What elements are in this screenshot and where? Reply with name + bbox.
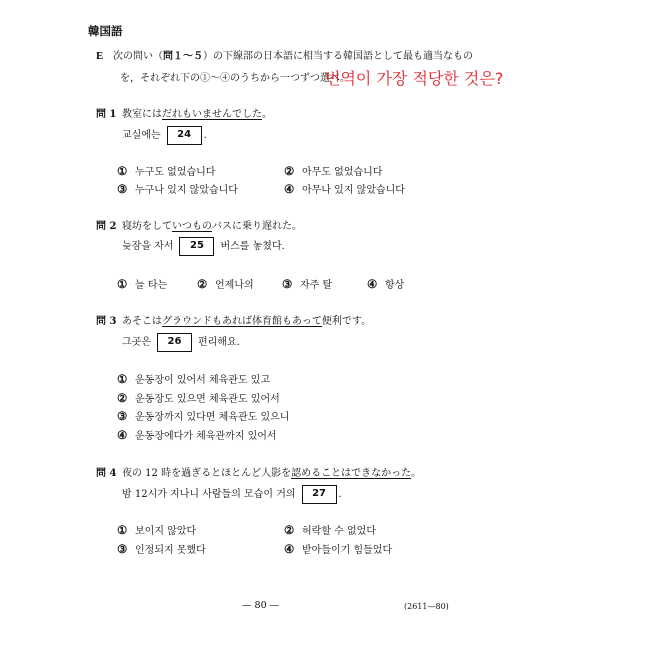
- choice-number-4: ④: [284, 182, 295, 196]
- page-number: — 80 —: [242, 600, 280, 611]
- choice-1: [117, 372, 270, 388]
- choice-3: [117, 542, 206, 558]
- choice-1: [117, 164, 215, 180]
- choice-number-3: ③: [117, 182, 128, 196]
- prompt-underlined-text: グラウンドもあれば体育館もあって: [162, 316, 322, 327]
- instruction-line-1: [96, 49, 473, 64]
- choice-text: 운동장에다가 체육관까지 있어서: [135, 431, 277, 442]
- translation-annotation: 번역이 가장 적당한 것은?: [325, 69, 504, 88]
- question-label: 問 4: [96, 468, 117, 479]
- korean-text: 밤 12시가 지나니 사람들의 모습이 거의: [122, 489, 296, 500]
- choice-text: 아무도 없었습니다: [302, 167, 383, 178]
- choice-4: [284, 182, 405, 198]
- choice-text: 허락할 수 없었다: [302, 526, 376, 537]
- prompt-text-end: 。: [411, 468, 422, 479]
- prompt-text: 教室には: [122, 109, 162, 120]
- korean-text: 교실에는: [122, 130, 161, 141]
- choice-number-2: ②: [117, 391, 128, 405]
- choice-text: 운동장까지 있다면 체육관도 있으니: [135, 412, 290, 423]
- choice-number-3: ③: [117, 542, 128, 556]
- choice-text: 누구도 없었습니다: [135, 167, 216, 178]
- choice-number-4: ④: [117, 428, 128, 442]
- choice-number-1: ①: [117, 372, 128, 386]
- prompt-text-end: バスに乗り遅れた。: [212, 221, 302, 232]
- choice-2: [197, 277, 254, 293]
- korean-text: 늦잠을 자서: [122, 241, 174, 252]
- question-label: 問 2: [96, 221, 117, 232]
- question-prompt: [96, 220, 302, 234]
- choice-4: [367, 277, 404, 293]
- choice-3: [117, 182, 238, 198]
- answer-blank-box: 25: [179, 237, 214, 256]
- korean-sentence: [122, 485, 342, 504]
- prompt-text-end: 便利です。: [321, 316, 372, 327]
- prompt-underlined-text: 認めることはできなかった: [291, 468, 412, 479]
- prompt-text-end: 。: [262, 109, 272, 120]
- choice-text: 운동장이 있어서 체육관도 있고: [135, 375, 271, 386]
- choice-number-4: ④: [367, 277, 378, 291]
- document-code: (2611—80): [404, 602, 449, 611]
- prompt-underlined-text: だれもいませんでした: [162, 109, 262, 120]
- instruction-question-range: 問１～５: [163, 51, 203, 62]
- prompt-text: あそこは: [122, 316, 162, 327]
- question-prompt: [96, 315, 371, 329]
- choice-1: [117, 523, 196, 539]
- korean-text: 그곳은: [122, 337, 151, 348]
- choice-number-3: ③: [282, 277, 293, 291]
- choice-2: [117, 391, 280, 407]
- korean-sentence: [122, 237, 285, 256]
- choice-text: 운동장도 있으면 체육관도 있어서: [135, 394, 280, 405]
- choice-number-2: ②: [197, 277, 208, 291]
- choice-text: 받아들이기 힘들었다: [302, 545, 393, 556]
- prompt-text: 夜の 12 時を過ぎるとほとんど人影を: [122, 468, 292, 479]
- korean-text-end: .: [338, 489, 342, 500]
- choice-3: [282, 277, 332, 293]
- choice-number-2: ②: [284, 164, 295, 178]
- choice-text: 늘 타는: [135, 280, 168, 291]
- answer-blank-box: 27: [302, 485, 337, 504]
- korean-sentence: [122, 126, 207, 145]
- choice-3: [117, 409, 289, 425]
- korean-text-end: 버스를 놓쳤다.: [220, 241, 285, 252]
- question-prompt: [96, 467, 421, 481]
- section-title: 韓国語: [88, 24, 123, 38]
- choice-number-1: ①: [117, 164, 128, 178]
- choice-number-2: ②: [284, 523, 295, 537]
- choice-text: 누구나 있지 않았습니다: [135, 185, 238, 196]
- prompt-text: 寝坊をして: [122, 221, 172, 232]
- question-label: 問 1: [96, 109, 117, 120]
- choice-text: 아무나 있지 않았습니다: [302, 185, 405, 196]
- choice-text: 언제나의: [215, 280, 254, 291]
- question-label: 問 3: [96, 316, 117, 327]
- instruction-text-start: 次の問い（: [113, 51, 163, 62]
- choice-2: [284, 164, 382, 180]
- choice-text: 인정되지 못했다: [135, 545, 206, 556]
- korean-text-end: .: [203, 130, 207, 141]
- korean-text-end: 편리해요.: [197, 337, 240, 348]
- choice-4: [117, 428, 277, 444]
- instruction-text-end: ）の下線部の日本語に相当する韓国語として最も適当なもの: [203, 51, 473, 62]
- answer-blank-box: 24: [167, 126, 202, 145]
- choice-1: [117, 277, 167, 293]
- instruction-line-2: を，それぞれ下の①～④のうちから一つずつ選べ。: [120, 73, 350, 84]
- choice-number-4: ④: [284, 542, 295, 556]
- korean-sentence: [122, 333, 240, 352]
- answer-blank-box: 26: [157, 333, 192, 352]
- choice-text: 항상: [385, 280, 405, 291]
- choice-2: [284, 523, 376, 539]
- choice-number-3: ③: [117, 409, 128, 423]
- prompt-underlined-text: いつもの: [172, 221, 212, 232]
- choice-text: 자주 탈: [300, 280, 333, 291]
- choice-4: [284, 542, 392, 558]
- choice-number-1: ①: [117, 523, 128, 537]
- section-letter: E: [96, 50, 104, 62]
- choice-text: 보이지 않았다: [135, 526, 197, 537]
- choice-number-1: ①: [117, 277, 128, 291]
- question-prompt: [96, 108, 272, 122]
